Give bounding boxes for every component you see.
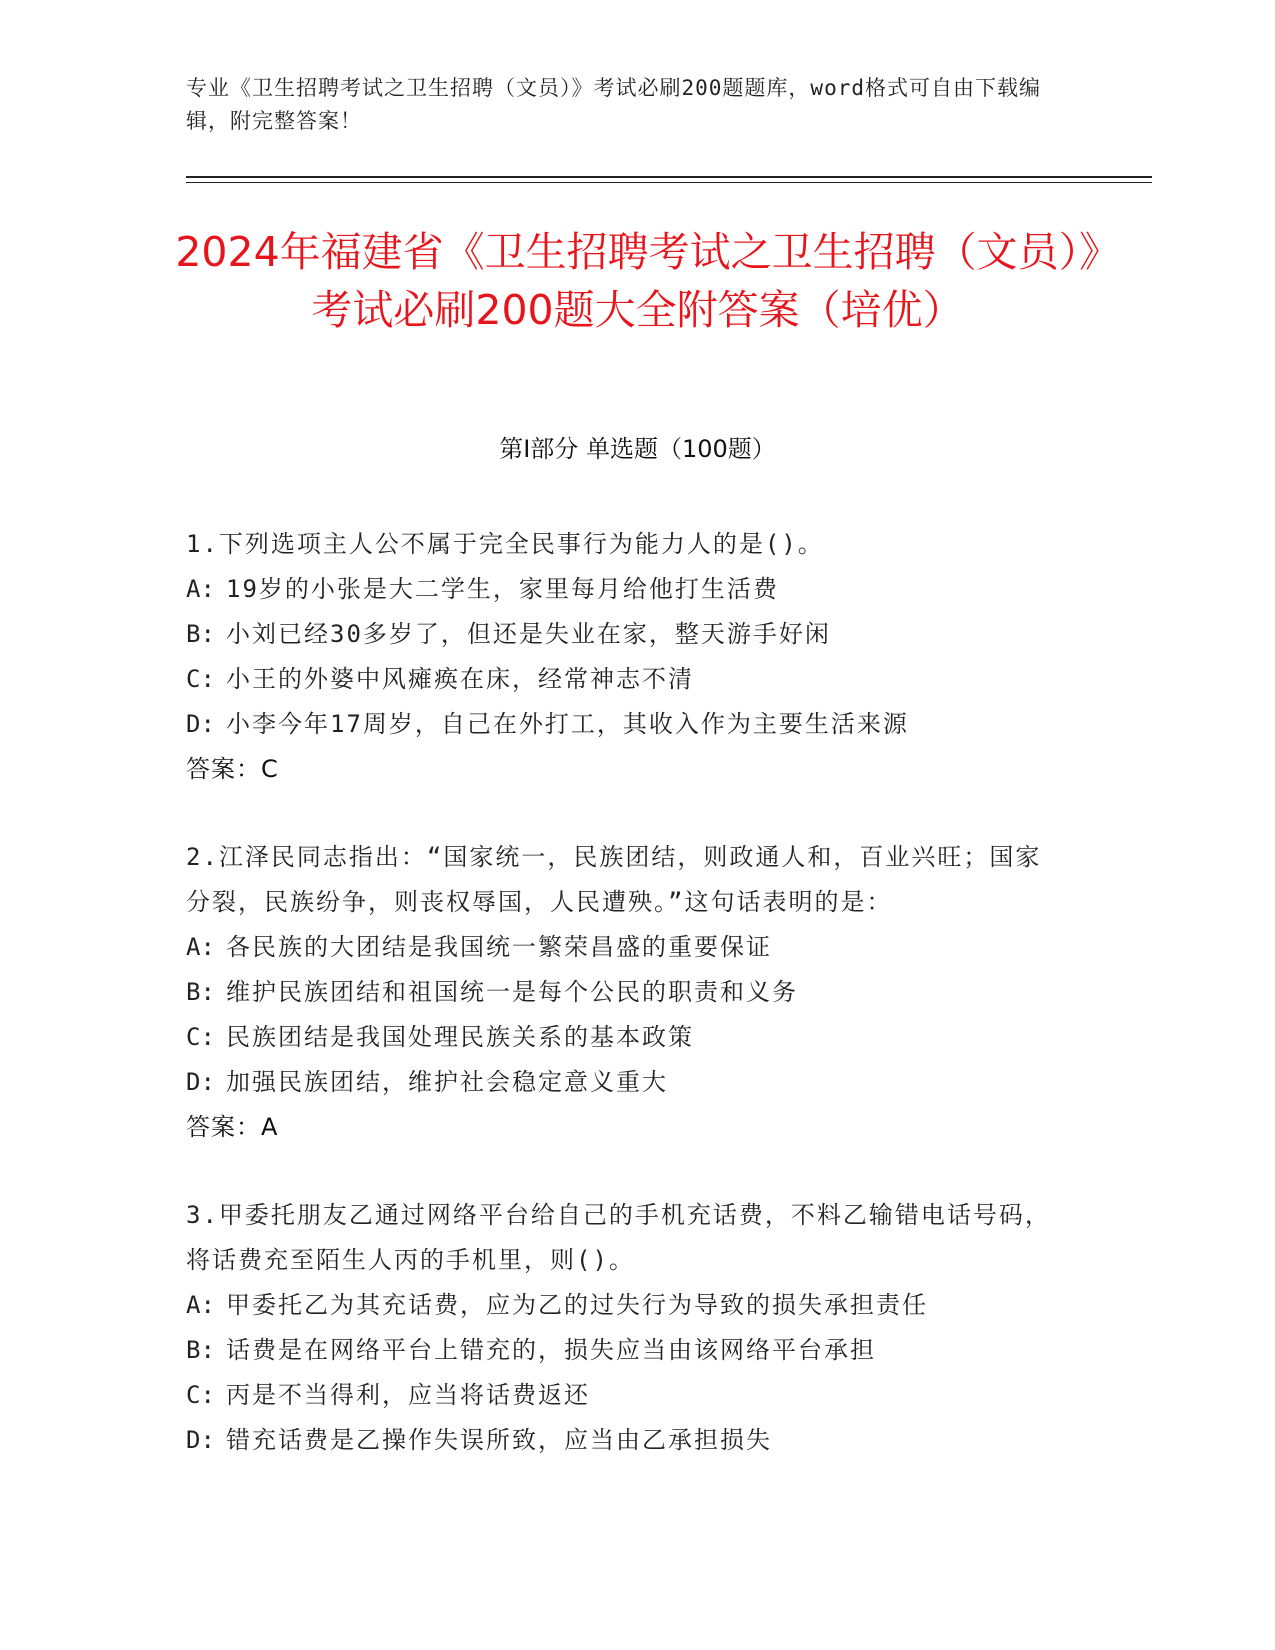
option-letter: D: — [186, 710, 215, 738]
question-list — [186, 522, 1066, 1506]
option-text: 话费是在网络平台上错充的，损失应当由该网络平台承担 — [226, 1336, 876, 1364]
option-c — [186, 1015, 1066, 1060]
option-text: 各民族的大团结是我国统一繁荣昌盛的重要保证 — [226, 933, 772, 961]
option-b — [186, 612, 1066, 657]
option-letter: D: — [186, 1426, 215, 1454]
option-text: 维护民族团结和祖国统一是每个公民的职责和义务 — [226, 978, 798, 1006]
document-title: 2024年福建省《卫生招聘考试之卫生招聘（文员）》考试必刷200题大全附答案（培优） — [175, 228, 1100, 335]
option-b — [186, 1328, 1066, 1373]
question-1 — [186, 522, 1066, 792]
option-text: 小刘已经30多岁了，但还是失业在家，整天游手好闲 — [226, 620, 831, 648]
header-note: 专业《卫生招聘考试之卫生招聘（文员）》考试必刷200题题库，word格式可自由下载编辑，附完整答案！ — [186, 76, 1041, 133]
option-d — [186, 1060, 1066, 1105]
option-letter: B: — [186, 620, 215, 648]
option-text: 小王的外婆中风瘫痪在床，经常神志不清 — [226, 665, 694, 693]
option-text: 甲委托乙为其充话费，应为乙的过失行为导致的损失承担责任 — [226, 1291, 928, 1319]
option-text: 加强民族团结，维护社会稳定意义重大 — [226, 1068, 668, 1096]
option-letter: A: — [186, 1291, 215, 1319]
option-d — [186, 702, 1066, 747]
question-stem: 1.下列选项主人公不属于完全民事行为能力人的是()。 — [186, 530, 824, 558]
option-a — [186, 567, 1066, 612]
option-letter: A: — [186, 933, 215, 961]
question-3 — [186, 1193, 1066, 1463]
header-rule-thick — [186, 176, 1152, 178]
option-letter: D: — [186, 1068, 215, 1096]
option-text: 19岁的小张是大二学生，家里每月给他打生活费 — [226, 575, 779, 603]
option-d — [186, 1418, 1066, 1463]
option-letter: C: — [186, 1023, 215, 1051]
answer-line: 答案：A — [186, 1113, 279, 1141]
option-text: 丙是不当得利，应当将话费返还 — [226, 1381, 590, 1409]
option-letter: B: — [186, 978, 215, 1006]
option-text: 错充话费是乙操作失误所致，应当由乙承担损失 — [226, 1426, 772, 1454]
option-a — [186, 1283, 1066, 1328]
section-title: 第Ⅰ部分 单选题（100题） — [499, 435, 776, 463]
option-c — [186, 657, 1066, 702]
option-text: 民族团结是我国处理民族关系的基本政策 — [226, 1023, 694, 1051]
option-letter: C: — [186, 665, 215, 693]
option-text: 小李今年17周岁，自己在外打工，其收入作为主要生活来源 — [226, 710, 909, 738]
option-letter: A: — [186, 575, 215, 603]
question-stem: 3.甲委托朋友乙通过网络平台给自己的手机充话费，不料乙输错电话号码，将话费充至陌生人丙的手机里，则()。 — [186, 1201, 1051, 1274]
header-rule-thin — [186, 182, 1152, 183]
option-a — [186, 925, 1066, 970]
option-b — [186, 970, 1066, 1015]
option-letter: C: — [186, 1381, 215, 1409]
option-c — [186, 1373, 1066, 1418]
question-stem: 2.江泽民同志指出：“国家统一，民族团结，则政通人和，百业兴旺；国家分裂，民族纷争，则丧权辱国，人民遭殃。”这句话表明的是： — [186, 843, 1042, 916]
question-2 — [186, 835, 1066, 1150]
option-letter: B: — [186, 1336, 215, 1364]
answer-line: 答案：C — [186, 755, 279, 783]
